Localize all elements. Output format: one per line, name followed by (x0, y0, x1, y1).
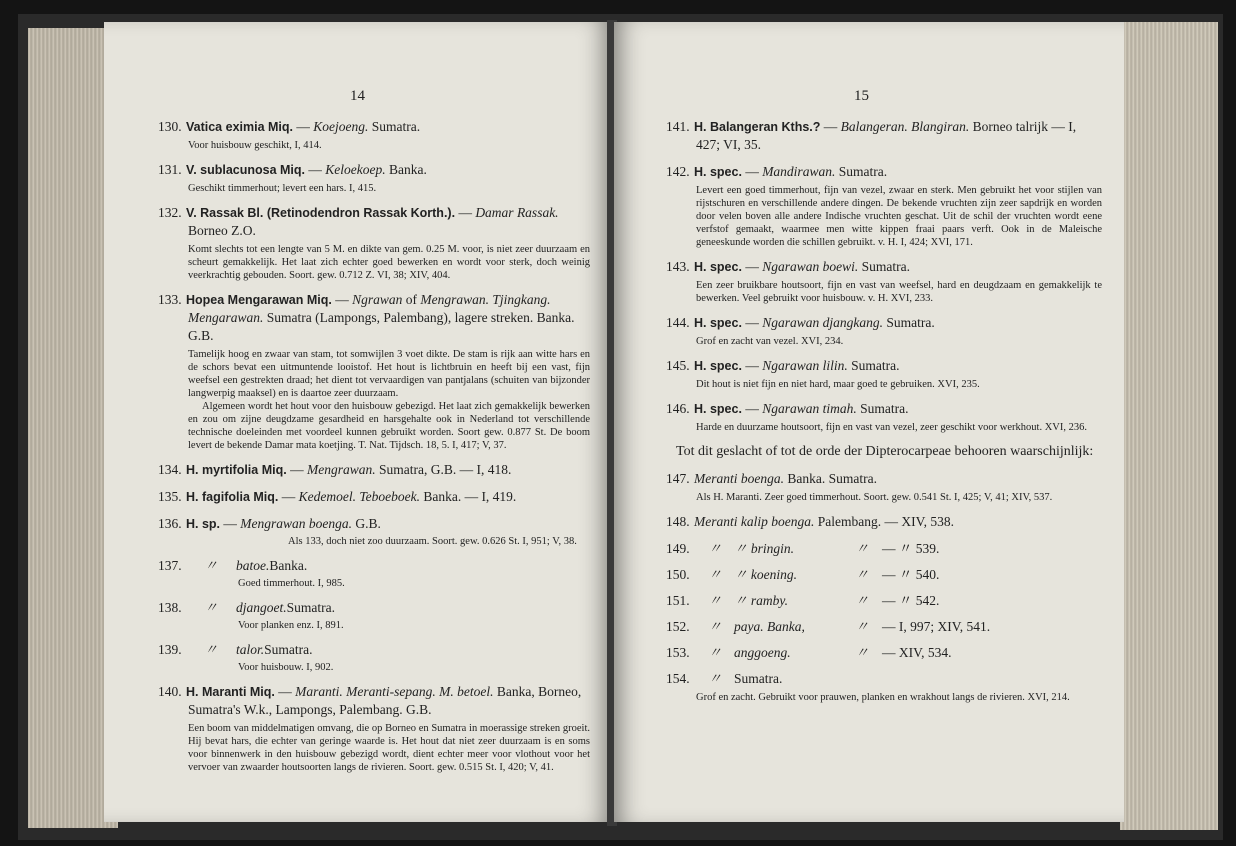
entry-number: 151. (666, 593, 690, 608)
reference: — 〃 539. (882, 541, 940, 556)
location: G.B. (352, 516, 381, 531)
location: Sumatra (Lampongs, Palembang), lagere streken. Banka. G.B. (188, 310, 575, 343)
species-name: H. fagifolia Miq. (186, 490, 279, 504)
ditto-mark: 〃 (708, 619, 722, 634)
entry-number: 144. (666, 315, 690, 330)
location: Sumatra. (882, 315, 935, 330)
entry-note: Voor planken enz. I, 891. (238, 620, 344, 631)
reference: — 〃 542. (882, 593, 940, 608)
entry-154 (666, 670, 1102, 704)
species-name: Hopea Mengarawan Miq. (186, 293, 332, 307)
page-number: 15 (854, 88, 869, 104)
local-name: djangoet. (236, 600, 287, 615)
dash: — (741, 164, 763, 179)
location: Banka. Sumatra. (784, 471, 877, 486)
entry-note: Dit hout is niet fijn en niet hard, maar goed te gebruiken. XVI, 235. (696, 379, 980, 390)
location: Sumatra, G.B. — I, 418. (375, 462, 512, 477)
left-page (104, 22, 610, 822)
local-name: Meranti boenga. (694, 471, 784, 486)
local-name: Kedemoel. Teboeboek. (298, 489, 420, 504)
local-name: Meranti kalip boenga. (694, 514, 815, 529)
entry-142 (666, 163, 1102, 249)
entry-number: 143. (666, 259, 690, 274)
entry-136 (158, 515, 590, 548)
dash: — (741, 315, 763, 330)
ditto-mark: 〃 (204, 600, 218, 615)
entry-133 (158, 291, 590, 452)
entry-number: 139. (158, 642, 182, 657)
species-name: Vatica eximia Miq. (186, 120, 293, 134)
entry-note: Een boom van middelmatigen omvang, die op Borneo en Sumatra in moerassige streken groeit. Hij bevat hars, die echter van geringe waarde is. Het hout dat niet zeer duurzaam is en soms voor binnenwerk in den huisbouw gebezigd wordt, dient echter meer voor vlothout voor het vervoer van zwaarder houtsoorten langs de rivieren. Soort. gew. 0.515 St. I, 420; V, 41. (188, 723, 590, 773)
dash: — (274, 684, 296, 699)
location: Sumatra. (835, 164, 888, 179)
entry-note: Grof en zacht van vezel. XVI, 234. (696, 336, 844, 347)
ditto-mark: 〃 (855, 619, 869, 634)
dash: — (820, 119, 841, 134)
entry-137 (158, 557, 590, 590)
local-name: anggoeng. (734, 645, 791, 660)
right-page-content (666, 118, 1102, 713)
entry-number: 154. (666, 671, 690, 686)
location: Sumatra. (368, 119, 421, 134)
local-name: Ngarawan timah. (762, 401, 857, 416)
location: Sumatra. (858, 259, 910, 274)
ditto-mark: 〃 (855, 593, 869, 608)
local-name: Ngarawan boewi. (762, 259, 859, 274)
local-name: talor. (236, 642, 265, 657)
entry-number: 148. (666, 514, 690, 529)
entry-note: Voor huisbouw. I, 902. (238, 662, 334, 673)
entry-number: 140. (158, 684, 182, 699)
species-name: V. Rassak Bl. (Retinodendron Rassak Korth.). (186, 206, 456, 220)
dash: — (293, 119, 314, 134)
entry-number: 137. (158, 558, 182, 573)
dash: — (741, 401, 763, 416)
entry-note: Als H. Maranti. Zeer goed timmerhout. Soort. gew. 0.541 St. I, 425; V, 41; XIV, 537. (696, 492, 1053, 503)
ditto-mark: 〃 (855, 567, 869, 582)
species-name: H. spec. (694, 402, 742, 416)
entry-note-2: Algemeen wordt het hout voor den huisbouw gebezigd. Het laat zich gemakkelijk bewerken en zou om zijne deugdzame gesardheid en harsgehalte ook in Nederland tot verschillende technische doeleinden met voordeel kunnen gebruikt worden. Soort gew. 0.877 St. De boom levert de bekende Damar mata koetjing. T. Nat. Tijdsch. 18, 5. I, 417; V, 37. (188, 401, 590, 451)
list-item (666, 618, 1102, 636)
entry-note: Grof en zacht. Gebruikt voor prauwen, planken en wrakhout langs de rivieren. XVI, 214. (696, 692, 1070, 703)
entry-note: Geschikt timmerhout; levert een hars. I, 415. (188, 183, 377, 194)
location: Banka. (269, 558, 308, 573)
entry-note: Voor huisbouw geschikt, I, 414. (188, 140, 322, 151)
local-name: Maranti. Meranti-sepang. M. betoel. (295, 684, 494, 699)
entry-145 (666, 357, 1102, 391)
ditto-mark: 〃 (855, 645, 869, 660)
dash: — (286, 462, 307, 477)
dash: — (741, 259, 763, 274)
list-item (666, 592, 1102, 610)
local-name: 〃 ramby. (734, 593, 788, 608)
entry-number: 146. (666, 401, 690, 416)
local-name: Damar Rassak. (475, 205, 559, 220)
reference: — I, 997; XIV, 541. (882, 619, 991, 634)
entry-143 (666, 258, 1102, 305)
entry-139 (158, 641, 590, 674)
location: Sumatra. (264, 642, 313, 657)
connector: of (402, 292, 421, 307)
location: Banka. — I, 419. (419, 489, 517, 504)
location: Borneo talrijk — I, 427; VI, 35. (696, 119, 1077, 152)
entry-number: 153. (666, 645, 690, 660)
entry-number: 142. (666, 164, 690, 179)
entry-note: Harde en duurzame houtsoort, fijn en vast van vezel, zeer geschikt voor werkhout. XVI, 236. (696, 422, 1087, 433)
local-name: 〃 bringin. (734, 541, 795, 556)
entry-147 (666, 470, 1102, 504)
entry-130 (158, 118, 590, 152)
location: Palembang. — XIV, 538. (814, 514, 954, 529)
local-name: Ngarawan lilin. (762, 358, 848, 373)
location: Borneo Z.O. (188, 223, 256, 238)
left-page-content (158, 118, 590, 783)
list-item (666, 540, 1102, 558)
location: Sumatra. (856, 401, 909, 416)
entry-number: 135. (158, 489, 182, 504)
local-name: paya. Banka, (734, 619, 805, 634)
entry-138 (158, 599, 590, 632)
species-name: H. myrtifolia Miq. (186, 463, 287, 477)
entry-number: 132. (158, 205, 182, 220)
list-item (666, 566, 1102, 584)
entry-number: 149. (666, 541, 690, 556)
species-name: H. Balangeran Kths.? (694, 120, 821, 134)
local-name: Ngrawan (352, 292, 403, 307)
dash: — (305, 162, 326, 177)
ditto-mark: 〃 (204, 558, 218, 573)
local-name: Ngarawan djangkang. (762, 315, 883, 330)
entry-number: 138. (158, 600, 182, 615)
dash: — (278, 489, 299, 504)
local-name: Balangeran. Blangiran. (840, 119, 970, 134)
entry-note: Goed timmerhout. I, 985. (238, 578, 345, 589)
entry-number: 130. (158, 119, 182, 134)
entry-148 (666, 513, 1102, 531)
entry-note: Als 133, doch niet zoo duurzaam. Soort. gew. 0.626 St. I, 951; V, 38. (288, 536, 577, 547)
local-name: Keloekoep. (325, 162, 386, 177)
dash: — (331, 292, 353, 307)
species-name: H. spec. (694, 165, 742, 179)
entry-146 (666, 400, 1102, 434)
local-name: Mandirawan. (762, 164, 836, 179)
entry-note: Levert een goed timmerhout, fijn van vezel, zwaar en sterk. Men gebruikt het voor stijlen van rijstschuren en verschillende andere dingen. De bekende vruchten zijn zeer sapdrijk en worden door velen boven alle andere Indische vruchten geschat. Uit de schil der vruchten wordt eene verfstof gemaakt, waarmee men witte kippen fraai paars verft. Ook in de Maleische geneeskunde worden die schillen gebruikt. v. H. I, 424; XVI, 171. (696, 185, 1102, 248)
ditto-mark: 〃 (708, 541, 722, 556)
list-item (666, 644, 1102, 662)
location: Sumatra. (286, 600, 335, 615)
entry-141 (666, 118, 1102, 154)
reference: — XIV, 534. (882, 645, 952, 660)
reference: — 〃 540. (882, 567, 940, 582)
species-name: H. spec. (694, 260, 742, 274)
entry-number: 131. (158, 162, 182, 177)
dash: — (220, 516, 241, 531)
species-name: H. spec. (694, 316, 742, 330)
dash: — (741, 358, 763, 373)
entry-number: 141. (666, 119, 690, 134)
location: Sumatra. (734, 671, 783, 686)
local-name: 〃 koening. (734, 567, 797, 582)
entry-number: 147. (666, 471, 690, 486)
entry-number: 136. (158, 516, 182, 531)
local-name-2: Mengrawan. Tjingkang. Mengarawan. (188, 292, 551, 325)
entry-140 (158, 683, 590, 774)
entry-note: Tamelijk hoog en zwaar van stam, tot somwijlen 3 voet dikte. De stam is rijk aan witte hars en de schors bevat een uitmuntende looistof. Het hout is lichtbruin en heeft bij een vast, fijn weefsel een gestrekten draad; het dient tot vervaardigen van pantjalans (schuiten van bijzonder langwerpig maaksel) en is daartoe zeer duurzaam. (188, 349, 590, 399)
ditto-mark: 〃 (708, 593, 722, 608)
entry-note: Komt slechts tot een lengte van 5 M. en dikte van gem. 0.25 M. voor, is niet zeer duurzaam en scheurt gemakkelijk. Het laat zich echter goed bewerken en wordt voor sterk, doch weinig veerkrachtig gebouden. Soort. gew. 0.712 Z. VI, 38; XIV, 404. (188, 244, 590, 281)
entry-number: 145. (666, 358, 690, 373)
entry-131 (158, 161, 590, 195)
entry-note: Een zeer bruikbare houtsoort, fijn en vast van weefsel, hard en deugdzaam en gemakkelijk te bewerken. Veel gebruikt voor huisbouw. v. H. XVI, 233. (696, 280, 1102, 304)
section-text: Tot dit geslacht of tot de orde der Dipterocarpeae behooren waarschijnlijk: (676, 444, 1094, 459)
species-name: H. Maranti Miq. (186, 685, 275, 699)
page-number: 14 (350, 88, 365, 104)
local-name: Koejoeng. (313, 119, 369, 134)
local-name: Mengrawan. (306, 462, 376, 477)
entry-132 (158, 204, 590, 282)
local-name: batoe. (236, 558, 270, 573)
ditto-mark: 〃 (708, 567, 722, 582)
local-name: Mengrawan boenga. (240, 516, 353, 531)
entry-number: 134. (158, 462, 182, 477)
entry-134 (158, 461, 590, 479)
ditto-mark: 〃 (708, 671, 722, 686)
entry-135 (158, 488, 590, 506)
entry-144 (666, 314, 1102, 348)
right-page (614, 22, 1124, 822)
ditto-mark: 〃 (708, 645, 722, 660)
species-name: V. sublacunosa Miq. (186, 163, 306, 177)
species-name: H. spec. (694, 359, 742, 373)
entry-number: 152. (666, 619, 690, 634)
species-name: H. sp. (186, 517, 221, 531)
ditto-mark: 〃 (204, 642, 218, 657)
location: Banka, Borneo, Sumatra's W.k., Lampongs, Palembang. G.B. (188, 684, 582, 717)
location: Sumatra. (847, 358, 900, 373)
entry-number: 133. (158, 292, 182, 307)
ditto-mark: 〃 (855, 541, 869, 556)
location: Banka. (385, 162, 427, 177)
entry-number: 150. (666, 567, 690, 582)
dash: — (455, 205, 476, 220)
right-page-edges (1120, 22, 1218, 830)
